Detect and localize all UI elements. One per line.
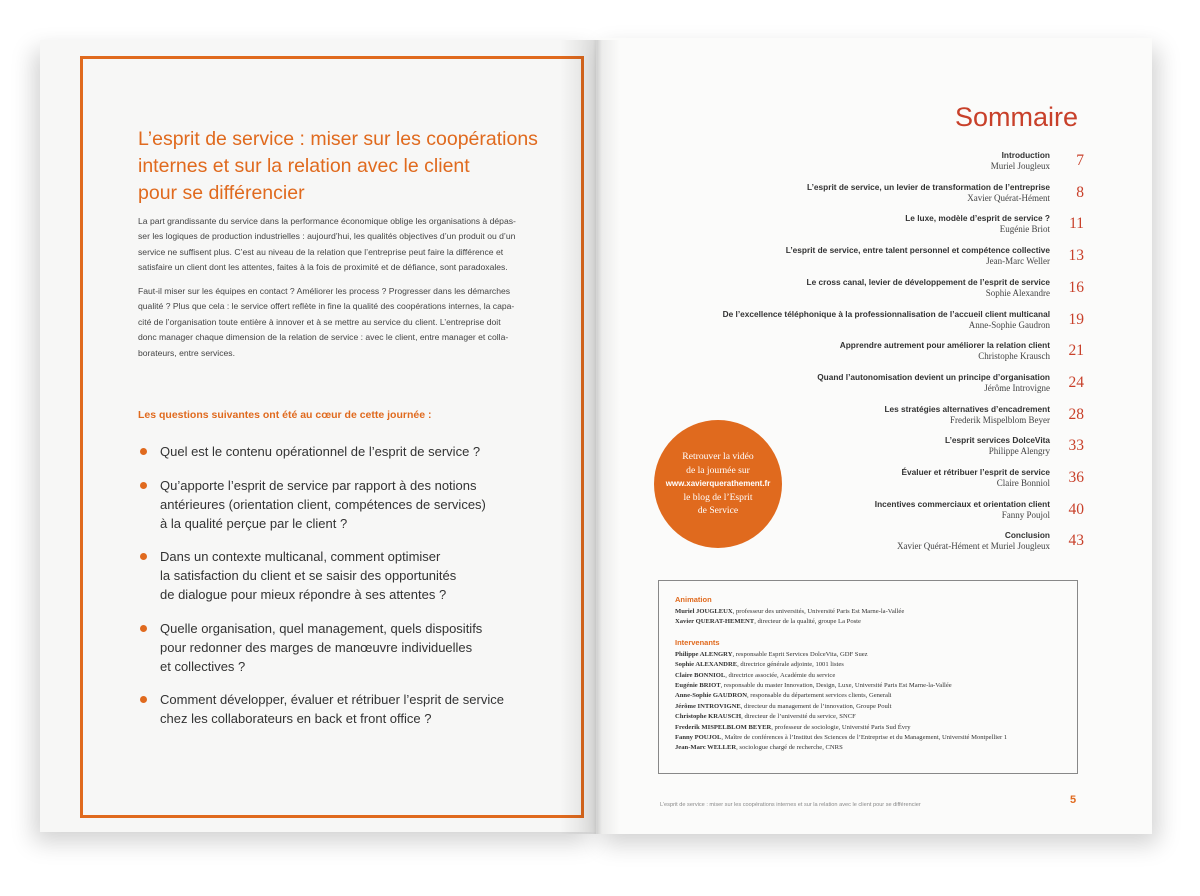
toc-entry-author: Eugénie Briot: [999, 224, 1050, 235]
credit-name: Philippe ALENGRY: [675, 650, 733, 658]
toc-entry-page: 43: [1068, 532, 1084, 550]
page-title: [138, 126, 538, 207]
intro-paragraph: [138, 214, 536, 276]
promo-line: le blog de l’Esprit: [683, 491, 753, 503]
question-item: [138, 547, 538, 604]
credits-box: [658, 580, 1078, 774]
toc-entry-author: Xavier Quérat-Hément: [967, 192, 1050, 203]
toc-entry-author: Christophe Krausch: [978, 351, 1050, 362]
credit-row: [675, 681, 1077, 691]
paragraph-line: satisfaire un client dont les attentes, faites à la fois de proximité et de défiance, sont paradoxales.: [138, 262, 508, 273]
toc-entry-page: 16: [1068, 278, 1084, 296]
toc-title: Sommaire: [954, 102, 1078, 132]
toc-entry-author: Jérôme Introvigne: [984, 382, 1050, 393]
paragraph-line: ser les logiques de production industrielles : aujourd’hui, les qualités objectives d’un produit ou d’un: [138, 231, 516, 242]
toc-entry-page: 36: [1068, 469, 1084, 486]
questions-list: [138, 442, 538, 743]
credit-name: Claire BONNIOL: [675, 671, 726, 679]
bullet-dot-icon: [140, 448, 147, 455]
toc-entry-title: Les stratégies alternatives d’encadrement: [884, 403, 1050, 414]
credit-role: , responsable du master Innovation, Design, Luxe, Université Paris Est Marne-la-Vallée: [720, 682, 952, 690]
speakers-heading: Intervenants: [675, 637, 720, 647]
toc-entry-title: Le cross canal, levier de développement de l’esprit de service: [806, 276, 1050, 287]
credit-role: , professeur de sociologie, Université Paris Sud Évry: [771, 723, 911, 731]
toc-entry-title: Incentives commerciaux et orientation client: [874, 498, 1050, 509]
toc-entry-title: Quand l’autonomisation devient un principe d’organisation: [817, 371, 1050, 382]
question-line: Comment développer, évaluer et rétribuer l’esprit de service: [160, 692, 504, 707]
toc-entry-title: L’esprit de service, un levier de transformation de l’entreprise: [807, 181, 1050, 192]
paragraph-line: Faut-il miser sur les équipes en contact ? Améliorer les process ? Progresser dans les démarches: [138, 286, 511, 296]
toc-entry-title: Apprendre autrement pour améliorer la relation client: [839, 340, 1050, 351]
toc-entry[interactable]: [676, 182, 1084, 212]
credit-name: Xavier QUERAT-HEMENT: [675, 618, 755, 626]
credit-role: , directeur du management de l’innovation, Groupe Poult: [740, 702, 892, 710]
credit-name: Eugénie BRIOT: [675, 682, 721, 690]
question-line: et collectives ?: [160, 658, 246, 674]
toc-entry-author: Claire Bonniol: [996, 478, 1050, 488]
page-number: 5: [1070, 794, 1077, 806]
toc-entry-page: 40: [1068, 500, 1084, 518]
toc-entry-title: De l’excellence téléphonique à la professionnalisation de l’accueil client multicanal: [722, 308, 1050, 319]
toc-entry[interactable]: [676, 245, 1084, 275]
toc-entry-author: Frederik Mispelblom Beyer: [950, 414, 1050, 425]
credit-row: [675, 607, 1077, 617]
toc-entry-author: Jean-Marc Weller: [986, 256, 1050, 267]
credit-role: , sociologue chargé de recherche, CNRS: [736, 744, 843, 752]
toc-entry-title: L’esprit services DolceVita: [945, 435, 1050, 446]
toc-entry-page: 8: [1076, 183, 1084, 201]
question-line: Quel est le contenu opérationnel de l’esprit de service ?: [160, 444, 481, 459]
title-line: internes et sur la relation avec le client: [138, 155, 470, 177]
toc-entry[interactable]: [676, 340, 1084, 370]
toc-entry-page: 19: [1068, 310, 1084, 328]
toc-entry-page: 11: [1069, 215, 1084, 233]
toc-entry[interactable]: [676, 150, 1084, 180]
toc-entry-author: Fanny Poujol: [1001, 509, 1050, 520]
toc-entry-page: 13: [1068, 247, 1084, 265]
credit-role: , directrice générale adjointe, 1001 listes: [737, 661, 844, 669]
credit-row: [675, 712, 1077, 722]
question-line: la satisfaction du client et se saisir des opportunités: [160, 568, 457, 583]
toc-entry[interactable]: [676, 309, 1084, 339]
question-item: [138, 476, 538, 533]
promo-url-link[interactable]: www.xavierquerathement.fr: [665, 479, 771, 489]
toc-entry-title: Le luxe, modèle d’esprit de service ?: [905, 213, 1050, 224]
promo-line: de la journée sur: [686, 464, 750, 476]
credit-role: , directeur de la qualité, groupe La Poste: [754, 618, 861, 626]
question-item: [138, 619, 538, 676]
paragraph-line: borateurs, entre services.: [138, 347, 235, 358]
title-line: L’esprit de service : miser sur les coopérations: [138, 128, 538, 150]
credit-role: , responsable du département services clients, Generali: [747, 692, 892, 700]
credit-name: Jean-Marc WELLER: [675, 744, 737, 752]
credit-role: , professeur des universités, Université Paris Est Marne-la-Vallée: [732, 608, 905, 615]
question-line: pour redonner des marges de manœuvre individuelles: [160, 639, 473, 655]
credit-row: [675, 617, 1077, 627]
bullet-dot-icon: [140, 625, 147, 632]
animation-heading: Animation: [675, 595, 712, 604]
toc-entry-author: Sophie Alexandre: [985, 287, 1050, 298]
credit-row: [675, 743, 1077, 753]
credit-name: Anne-Sophie GAUDRON: [675, 692, 747, 700]
question-line: antérieures (orientation client, compétences de services): [160, 496, 486, 512]
toc-entry-author: Philippe Alengry: [988, 446, 1050, 457]
toc-entry-page: 24: [1068, 373, 1084, 391]
credit-row: [675, 733, 1077, 743]
credit-name: Frederik MISPELBLOM BEYER: [675, 723, 772, 731]
credit-role: , directeur de l’université du service, SNCF: [741, 713, 856, 721]
toc-entry-title: Introduction: [1001, 150, 1050, 160]
credit-row: [675, 671, 1077, 681]
question-line: chez les collaborateurs en back et front office ?: [160, 711, 432, 726]
credit-row: [675, 702, 1077, 712]
promo-line: de Service: [697, 505, 739, 517]
credit-role: , directrice associée, Académie du service: [725, 671, 836, 679]
toc-entry-title: Conclusion: [1004, 530, 1050, 541]
toc-entry-title: Évaluer et rétribuer l’esprit de service: [901, 467, 1050, 477]
question-line: à la qualité perçue par le client ?: [160, 515, 348, 531]
credit-row: [675, 691, 1077, 701]
toc-entry[interactable]: [676, 372, 1084, 402]
toc-entry-page: 28: [1068, 405, 1084, 423]
running-footer: L’esprit de service : miser sur les coopérations internes et sur la relation avec le client pour se différencier: [660, 802, 921, 808]
title-line: pour se différencier: [138, 182, 305, 204]
toc-entry-author: Xavier Quérat-Hément et Muriel Jougleux: [897, 541, 1050, 552]
question-line: Dans un contexte multicanal, comment optimiser: [160, 549, 441, 564]
credit-name: Jérôme INTROVIGNE: [675, 702, 741, 710]
question-item: [138, 690, 538, 728]
left-page: [40, 40, 596, 832]
paragraph-line: cité de l’organisation toute entière à innover et à se mettre au service du client. L’entreprise doit: [138, 316, 501, 327]
toc-entry-author: Muriel Jougleux: [990, 161, 1050, 171]
right-page: [596, 38, 1152, 834]
video-promo-circle[interactable]: [654, 420, 782, 548]
toc-entry-page: 21: [1068, 342, 1084, 360]
toc-entry-author: Anne-Sophie Gaudron: [968, 319, 1050, 330]
second-paragraph: [138, 284, 536, 361]
credit-name: Muriel JOUGLEUX: [675, 608, 733, 615]
toc-entry-page: 7: [1076, 152, 1084, 169]
credit-row: [675, 660, 1077, 670]
question-line: Quelle organisation, quel management, quels dispositifs: [160, 620, 483, 636]
toc-entry-page: 33: [1068, 437, 1084, 455]
bullet-dot-icon: [140, 553, 147, 560]
toc-entry[interactable]: [676, 213, 1084, 243]
credit-row: [675, 723, 1077, 733]
credit-name: Christophe KRAUSCH: [675, 713, 742, 721]
credit-name: Sophie ALEXANDRE: [675, 661, 738, 669]
paragraph-line: qualité ? Plus que cela : le service offert reflète in fine la qualité des coopérations internes, la capa-: [138, 301, 515, 312]
question-line: Qu’apporte l’esprit de service par rapport à des notions: [160, 477, 477, 493]
credit-name: Fanny POUJOL: [675, 734, 722, 742]
toc-entry[interactable]: [676, 277, 1084, 307]
credit-role: , Maître de conférences à l’Institut des Sciences de l’Entreprise et du Management, Université Montpellier 1: [721, 734, 1008, 742]
promo-line: Retrouver la vidéo: [682, 451, 754, 463]
paragraph-line: donc manager chaque dimension de la relation de service : avec le client, entre manager et colla-: [138, 332, 509, 343]
credit-row: [675, 650, 1077, 660]
question-item: [138, 442, 538, 461]
credit-role: , responsable Esprit Services DolceVita, GDF Suez: [732, 650, 868, 658]
toc-entry-title: L’esprit de service, entre talent personnel et compétence collective: [785, 245, 1050, 256]
bullet-dot-icon: [140, 482, 147, 489]
paragraph-line: service ne suffisent plus. C’est au niveau de la relation que l’entreprise peut faire la différence et: [138, 246, 504, 257]
paragraph-line: La part grandissante du service dans la performance économique oblige les organisations à dépas-: [138, 216, 516, 226]
questions-heading: Les questions suivantes ont été au cœur de cette journée :: [138, 409, 432, 421]
bullet-dot-icon: [140, 696, 147, 703]
question-line: de dialogue pour mieux répondre à ses attentes ?: [160, 587, 447, 602]
